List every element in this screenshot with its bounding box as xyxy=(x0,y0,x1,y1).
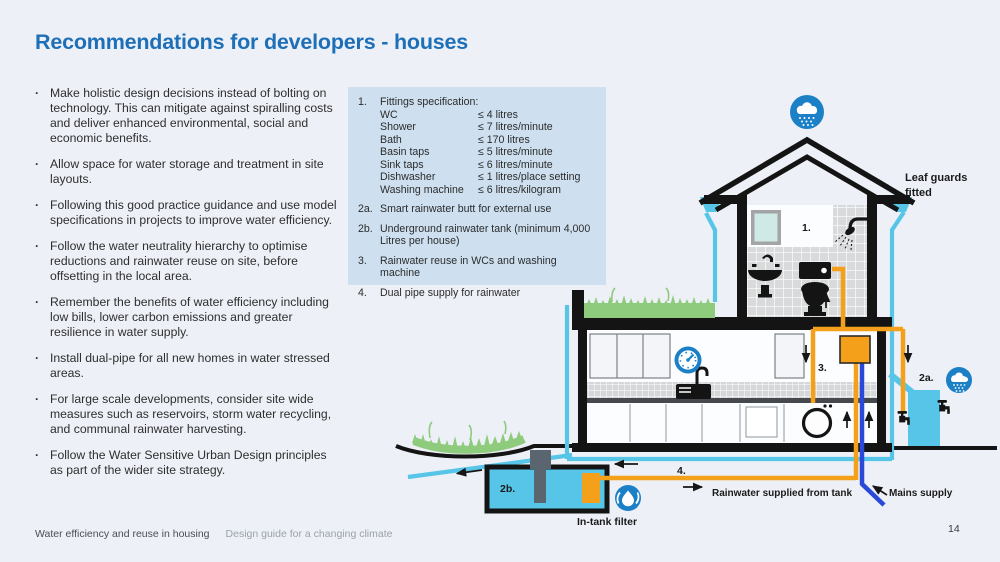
list-item-text: Allow space for water storage and treatment in site layouts. xyxy=(50,157,324,186)
roof-outer xyxy=(700,140,914,203)
list-item xyxy=(35,295,341,340)
footer xyxy=(35,528,392,540)
tank-access-stem xyxy=(534,467,546,503)
in-tank-filter-label: In-tank filter xyxy=(577,516,638,528)
list-item-text: For large scale developments, consider site wide measures such as reservoirs, storm water recycling, and communal rainwater harvesting. xyxy=(50,392,332,436)
bullet-dot xyxy=(35,351,50,381)
label-1: 1. xyxy=(802,222,811,234)
list-item-text: Make holistic design decisions instead of bolting on technology. This can mitigate against spiralling costs and deliver enhanced environmental, social and economic benefits. xyxy=(50,86,333,145)
spec-text: Underground rainwater tank (minimum 4,000 Litres per house) xyxy=(380,222,591,247)
upper-wall-right xyxy=(867,196,877,319)
swale-grass xyxy=(412,421,524,450)
list-item xyxy=(35,448,341,478)
window xyxy=(751,210,781,245)
page-number: 14 xyxy=(948,523,960,535)
recycled-water-icon xyxy=(615,485,641,511)
list-item xyxy=(35,392,341,437)
house-water-diagram xyxy=(390,80,1000,532)
spec-number: 2a. xyxy=(358,203,373,215)
fitting-label: Sink taps xyxy=(380,158,424,171)
tank-access-cap xyxy=(530,450,551,469)
leaf-guards-label-2: fitted xyxy=(905,187,932,199)
footer-doc-subtitle: Design guide for a changing climate xyxy=(225,528,393,540)
page-title: Recommendations for developers - houses xyxy=(35,30,469,54)
fitting-value: ≤ 170 litres xyxy=(478,133,530,146)
list-item-text: Remember the benefits of water efficiency including low bills, lower carbon emissions and greater resilience in water supply. xyxy=(50,295,329,339)
fitting-value: ≤ 4 litres xyxy=(478,108,518,121)
wall-left xyxy=(578,326,587,447)
list-item-text: Following this good practice guidance and use model specifications in projects to improve water efficiency. xyxy=(50,198,337,227)
parapet-wall xyxy=(572,290,584,323)
list-item xyxy=(35,351,341,381)
fitting-label: WC xyxy=(380,108,398,121)
fitting-label: Bath xyxy=(380,133,402,146)
list-item-text: Follow the Water Sensitive Urban Design principles as part of the wider site strategy. xyxy=(50,448,327,477)
counter-top xyxy=(587,398,877,403)
water-meter-icon xyxy=(675,347,702,374)
bullet-dot xyxy=(35,239,50,284)
fitting-label: Washing machine xyxy=(380,183,464,196)
list-item-text: Install dual-pipe for all new homes in water stressed areas. xyxy=(50,351,330,380)
wall-right xyxy=(877,326,886,447)
green-roof xyxy=(572,288,715,323)
label-4: 4. xyxy=(677,465,686,477)
rainwater-butt xyxy=(890,374,940,446)
label-3: 3. xyxy=(818,362,827,374)
recommendations-list xyxy=(35,86,341,489)
bullet-dot xyxy=(35,198,50,228)
kitchen xyxy=(587,330,877,443)
mains-supply-label: Mains supply xyxy=(889,488,953,499)
spec-number: 3. xyxy=(358,254,367,267)
fitting-value: ≤ 1 litres/place setting xyxy=(478,171,581,183)
spec-number: 1. xyxy=(358,96,367,108)
spec-number: 2b. xyxy=(358,222,373,235)
upper-wall-left xyxy=(737,196,747,319)
fitting-value: ≤ 5 litres/minute xyxy=(478,146,553,158)
backsplash-tiles xyxy=(587,382,877,399)
list-item xyxy=(35,239,341,284)
spec-text: Dual pipe supply for rainwater xyxy=(380,286,521,299)
fitting-label: Shower xyxy=(380,121,416,133)
leaf-guards-label: Leaf guards xyxy=(905,172,968,184)
bullet-dot xyxy=(35,392,50,437)
pump-unit xyxy=(840,336,870,363)
fitting-label: Dishwasher xyxy=(380,171,436,183)
spec-title: Fittings specification: xyxy=(380,96,479,108)
fitting-value: ≤ 6 litres/kilogram xyxy=(478,183,561,196)
label-2a: 2a. xyxy=(919,372,934,384)
footer-doc-title: Water efficiency and reuse in housing xyxy=(35,528,210,540)
rainwater-supplied-label: Rainwater supplied from tank xyxy=(712,488,853,499)
bullet-dot xyxy=(35,86,50,146)
spec-number: 4. xyxy=(358,286,367,299)
fitting-value: ≤ 6 litres/minute xyxy=(478,158,553,171)
fitting-label: Basin taps xyxy=(380,146,430,158)
bullet-dot xyxy=(35,157,50,187)
fitting-value: ≤ 7 litres/minute xyxy=(478,121,553,133)
list-item-text: Follow the water neutrality hierarchy to optimise reductions and rainwater reuse on site, before offsetting in the local area. xyxy=(50,239,308,283)
rain-cloud-icon xyxy=(790,95,824,129)
rain-butt-icon xyxy=(946,367,972,393)
garden-tap-icon xyxy=(898,411,910,425)
bullet-dot xyxy=(35,295,50,340)
bullet-dot xyxy=(35,448,50,478)
list-item xyxy=(35,86,341,146)
house-base xyxy=(572,443,892,452)
in-tank-filter-box xyxy=(582,473,600,503)
label-2b: 2b. xyxy=(500,483,516,495)
list-item xyxy=(35,157,341,187)
list-item xyxy=(35,198,341,228)
spec-text: Smart rainwater butt for external use xyxy=(380,203,552,215)
spec-text: Rainwater reuse in WCs and washing machine xyxy=(380,254,557,279)
